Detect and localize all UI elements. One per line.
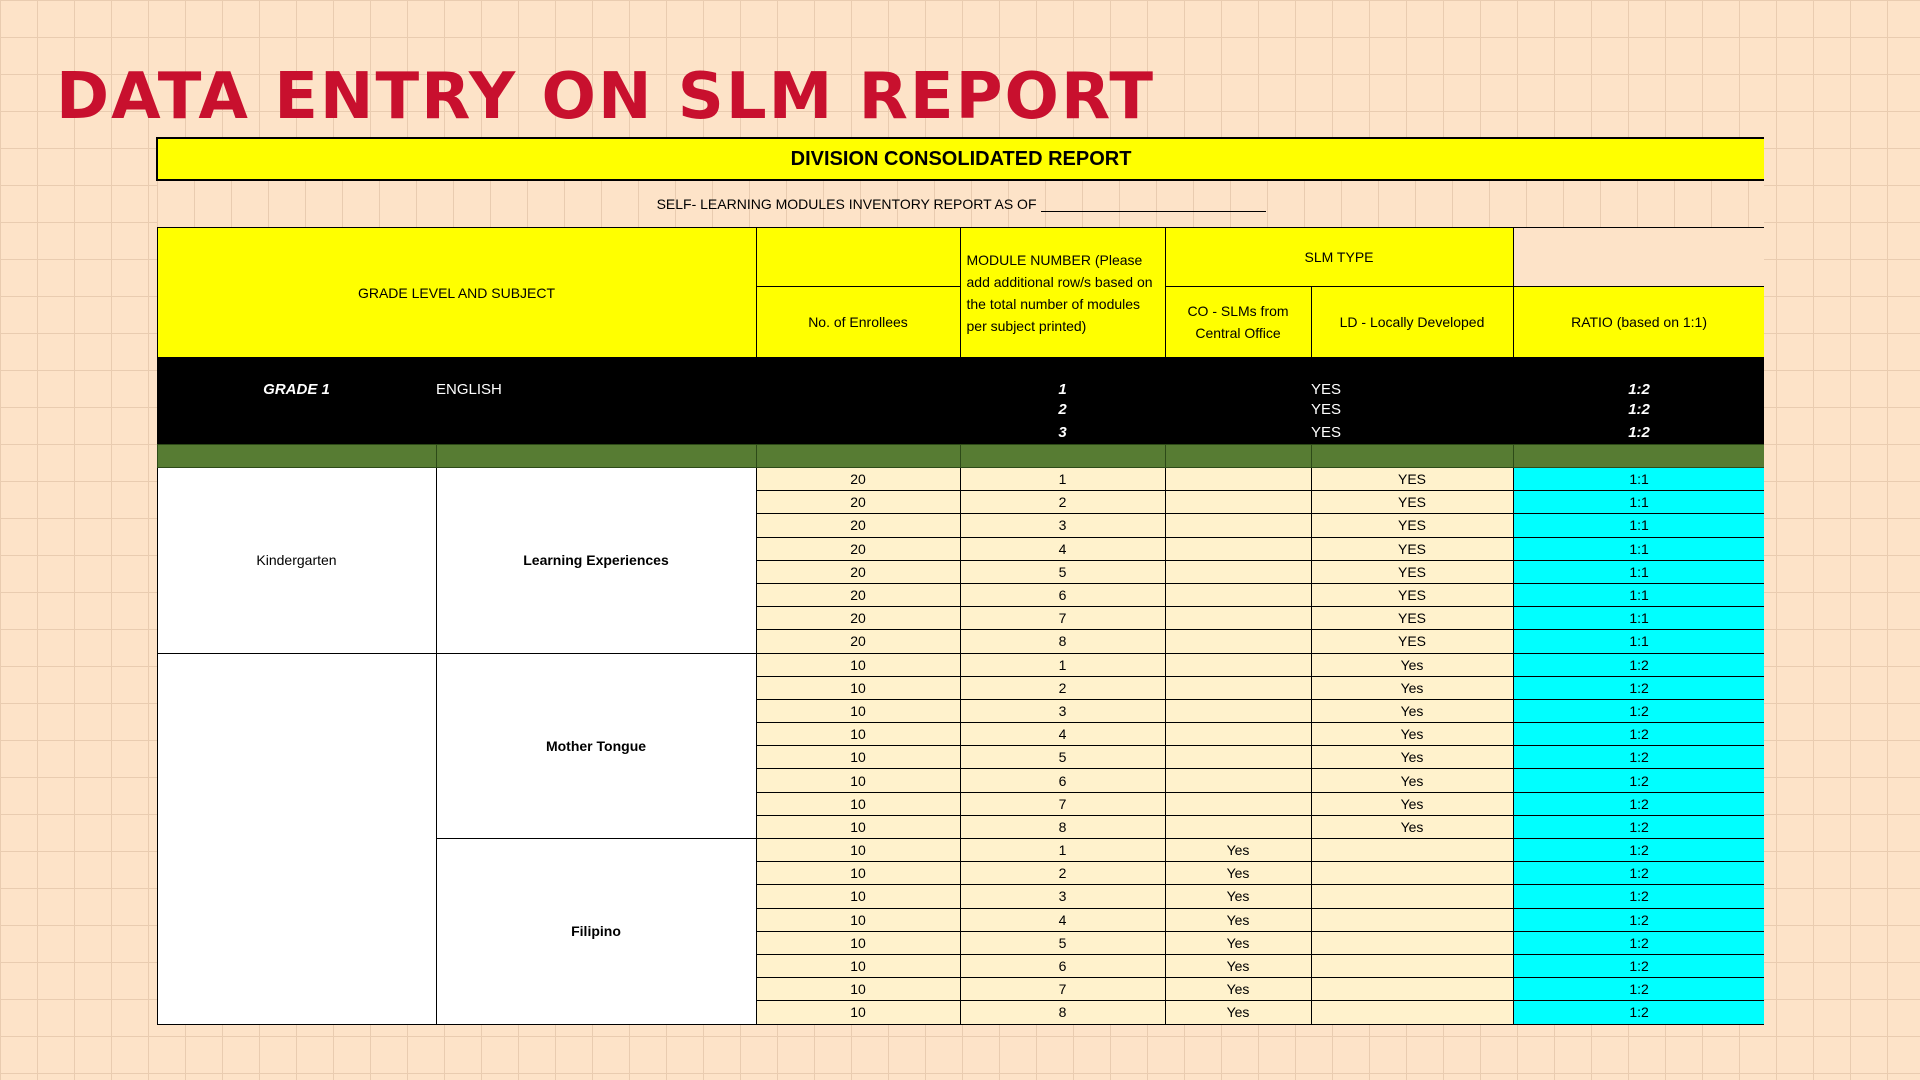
ratio-cell[interactable]: 1:1 [1513,514,1764,537]
grade-cell[interactable] [157,653,436,1024]
ld-cell[interactable]: Yes [1311,653,1513,676]
ld-cell[interactable]: Yes [1311,815,1513,838]
example-row [157,358,1764,399]
example-section [157,358,1764,445]
ratio-cell[interactable]: 1:2 [1513,954,1764,977]
ld-cell[interactable]: YES [1311,491,1513,514]
co-cell[interactable] [1165,607,1311,630]
co-cell[interactable]: Yes [1165,885,1311,908]
module-cell[interactable]: 3 [960,514,1165,537]
ld-cell[interactable]: Yes [1311,746,1513,769]
co-cell[interactable]: Yes [1165,978,1311,1001]
enrollees-cell[interactable]: 20 [756,491,960,514]
enrollees-cell[interactable]: 20 [756,468,960,491]
subject-cell[interactable]: Filipino [436,839,756,1025]
enrollees-cell[interactable]: 10 [756,839,960,862]
module-cell[interactable]: 4 [960,537,1165,560]
co-cell[interactable]: Yes [1165,862,1311,885]
ratio-cell[interactable]: 1:1 [1513,491,1764,514]
module-cell[interactable]: 4 [960,723,1165,746]
co-cell[interactable] [1165,723,1311,746]
ratio-cell[interactable]: 1:2 [1513,839,1764,862]
co-cell[interactable] [1165,560,1311,583]
module-cell[interactable]: 8 [960,815,1165,838]
example-subject: ENGLISH [436,358,756,399]
co-cell[interactable] [1165,792,1311,815]
ld-cell[interactable] [1311,978,1513,1001]
ld-cell[interactable]: Yes [1311,792,1513,815]
enrollees-cell[interactable]: 10 [756,954,960,977]
co-cell[interactable]: Yes [1165,908,1311,931]
enrollees-cell[interactable]: 10 [756,676,960,699]
header-grade-subject: GRADE LEVEL AND SUBJECT [157,228,756,358]
ratio-cell[interactable]: 1:2 [1513,931,1764,954]
ratio-cell[interactable]: 1:2 [1513,769,1764,792]
enrollees-cell[interactable]: 10 [756,699,960,722]
example-enrollees [756,398,960,421]
ld-cell[interactable]: Yes [1311,676,1513,699]
module-cell[interactable]: 2 [960,676,1165,699]
ld-cell[interactable]: YES [1311,607,1513,630]
module-cell[interactable]: 3 [960,699,1165,722]
module-cell[interactable]: 2 [960,491,1165,514]
module-cell[interactable]: 5 [960,560,1165,583]
example-co [1165,358,1311,399]
module-cell[interactable]: 6 [960,769,1165,792]
header-ratio: RATIO (based on 1:1) [1513,287,1764,358]
enrollees-cell[interactable]: 10 [756,978,960,1001]
ratio-cell[interactable]: 1:2 [1513,978,1764,1001]
ratio-cell[interactable]: 1:2 [1513,653,1764,676]
example-module: 3 [960,421,1165,445]
enrollees-cell[interactable]: 10 [756,769,960,792]
ld-cell[interactable]: Yes [1311,769,1513,792]
co-cell[interactable] [1165,514,1311,537]
table-row [157,468,1764,491]
co-cell[interactable] [1165,653,1311,676]
enrollees-cell[interactable]: 10 [756,862,960,885]
enrollees-cell[interactable]: 20 [756,630,960,653]
ratio-cell[interactable]: 1:1 [1513,468,1764,491]
table-row [157,653,1764,676]
module-cell[interactable]: 8 [960,630,1165,653]
module-cell[interactable]: 2 [960,862,1165,885]
enrollees-cell[interactable]: 10 [756,1001,960,1024]
ld-cell[interactable]: YES [1311,514,1513,537]
enrollees-cell[interactable]: 10 [756,653,960,676]
grade-cell[interactable]: Kindergarten [157,468,436,654]
ratio-cell[interactable]: 1:2 [1513,1001,1764,1024]
ld-cell[interactable] [1311,839,1513,862]
co-cell[interactable]: Yes [1165,954,1311,977]
ld-cell[interactable] [1311,908,1513,931]
co-cell[interactable] [1165,468,1311,491]
enrollees-cell[interactable]: 20 [756,537,960,560]
header-module-number: MODULE NUMBER (Please add additional row/s based on the total number of modules per subject printed) [960,228,1165,358]
report-subtitle [157,180,1764,228]
ratio-cell[interactable]: 1:2 [1513,885,1764,908]
ld-cell[interactable] [1311,954,1513,977]
example-co [1165,398,1311,421]
enrollees-cell[interactable]: 20 [756,607,960,630]
module-cell[interactable]: 4 [960,908,1165,931]
example-enrollees [756,421,960,445]
example-empty [436,398,756,421]
subject-cell[interactable]: Mother Tongue [436,653,756,839]
spreadsheet [156,137,1764,1033]
enrollees-cell[interactable]: 20 [756,583,960,606]
header-enrollees-top [756,228,960,287]
ld-cell[interactable]: YES [1311,468,1513,491]
ld-cell[interactable]: YES [1311,630,1513,653]
example-ratio: 1:2 [1513,358,1764,399]
module-cell[interactable]: 1 [960,839,1165,862]
example-row [157,398,1764,421]
ld-cell[interactable]: Yes [1311,723,1513,746]
enrollees-cell[interactable]: 10 [756,908,960,931]
module-cell[interactable]: 7 [960,978,1165,1001]
data-section [157,468,1764,1025]
ratio-cell[interactable]: 1:1 [1513,630,1764,653]
enrollees-cell[interactable]: 20 [756,514,960,537]
ld-cell[interactable]: YES [1311,537,1513,560]
separator-row [157,445,1764,468]
ld-cell[interactable] [1311,931,1513,954]
ratio-cell[interactable]: 1:1 [1513,607,1764,630]
ld-cell[interactable] [1311,1001,1513,1024]
enrollees-cell[interactable]: 10 [756,746,960,769]
module-cell[interactable]: 6 [960,583,1165,606]
example-ratio: 1:2 [1513,421,1764,445]
module-cell[interactable]: 7 [960,792,1165,815]
module-cell[interactable]: 7 [960,607,1165,630]
co-cell[interactable] [1165,699,1311,722]
ratio-cell[interactable]: 1:2 [1513,862,1764,885]
header-enrollees: No. of Enrollees [756,287,960,358]
report-subtitle-text: SELF- LEARNING MODULES INVENTORY REPORT AS OF [656,196,1037,212]
ratio-cell[interactable]: 1:1 [1513,583,1764,606]
ld-cell[interactable] [1311,862,1513,885]
slm-report-table [156,137,1764,1025]
ld-cell[interactable]: Yes [1311,699,1513,722]
enrollees-cell[interactable]: 10 [756,931,960,954]
co-cell[interactable] [1165,746,1311,769]
enrollees-cell[interactable]: 10 [756,792,960,815]
ld-cell[interactable]: YES [1311,583,1513,606]
module-cell[interactable]: 5 [960,931,1165,954]
co-cell[interactable] [1165,815,1311,838]
page-title: DATA ENTRY ON SLM REPORT [56,60,1155,134]
example-row [157,421,1764,445]
module-cell[interactable]: 1 [960,653,1165,676]
enrollees-cell[interactable]: 10 [756,885,960,908]
example-co [1165,421,1311,445]
module-cell[interactable]: 6 [960,954,1165,977]
example-enrollees [756,358,960,399]
example-type: YES [1311,398,1513,421]
module-cell[interactable]: 8 [960,1001,1165,1024]
co-cell[interactable] [1165,630,1311,653]
ratio-cell[interactable]: 1:2 [1513,908,1764,931]
co-cell[interactable] [1165,537,1311,560]
co-cell[interactable] [1165,769,1311,792]
example-type: YES [1311,421,1513,445]
ratio-cell[interactable]: 1:1 [1513,537,1764,560]
example-ratio: 1:2 [1513,398,1764,421]
module-cell[interactable]: 1 [960,468,1165,491]
co-cell[interactable] [1165,491,1311,514]
ratio-cell[interactable]: 1:2 [1513,792,1764,815]
ratio-cell[interactable]: 1:2 [1513,699,1764,722]
ratio-cell[interactable]: 1:1 [1513,560,1764,583]
example-empty [157,421,436,445]
example-empty [157,398,436,421]
co-cell[interactable] [1165,583,1311,606]
ratio-cell[interactable]: 1:2 [1513,746,1764,769]
ld-cell[interactable] [1311,885,1513,908]
co-cell[interactable] [1165,676,1311,699]
enrollees-cell[interactable]: 10 [756,815,960,838]
ld-cell[interactable]: YES [1311,560,1513,583]
ratio-cell[interactable]: 1:2 [1513,815,1764,838]
enrollees-cell[interactable]: 20 [756,560,960,583]
co-cell[interactable]: Yes [1165,1001,1311,1024]
ratio-cell[interactable]: 1:2 [1513,676,1764,699]
example-grade: GRADE 1 [157,358,436,399]
example-module: 2 [960,398,1165,421]
co-cell[interactable]: Yes [1165,839,1311,862]
subject-cell[interactable]: Learning Experiences [436,468,756,654]
header-ratio-top [1513,228,1764,287]
enrollees-cell[interactable]: 10 [756,723,960,746]
date-blank-line[interactable] [1041,197,1266,212]
ratio-cell[interactable]: 1:2 [1513,723,1764,746]
module-cell[interactable]: 5 [960,746,1165,769]
example-module: 1 [960,358,1165,399]
example-empty [436,421,756,445]
report-title: DIVISION CONSOLIDATED REPORT [157,138,1764,180]
header-slm-type: SLM TYPE [1165,228,1513,287]
example-type: YES [1311,358,1513,399]
module-cell[interactable]: 3 [960,885,1165,908]
header-ld: LD - Locally Developed [1311,287,1513,358]
co-cell[interactable]: Yes [1165,931,1311,954]
header-co: CO - SLMs from Central Office [1165,287,1311,358]
